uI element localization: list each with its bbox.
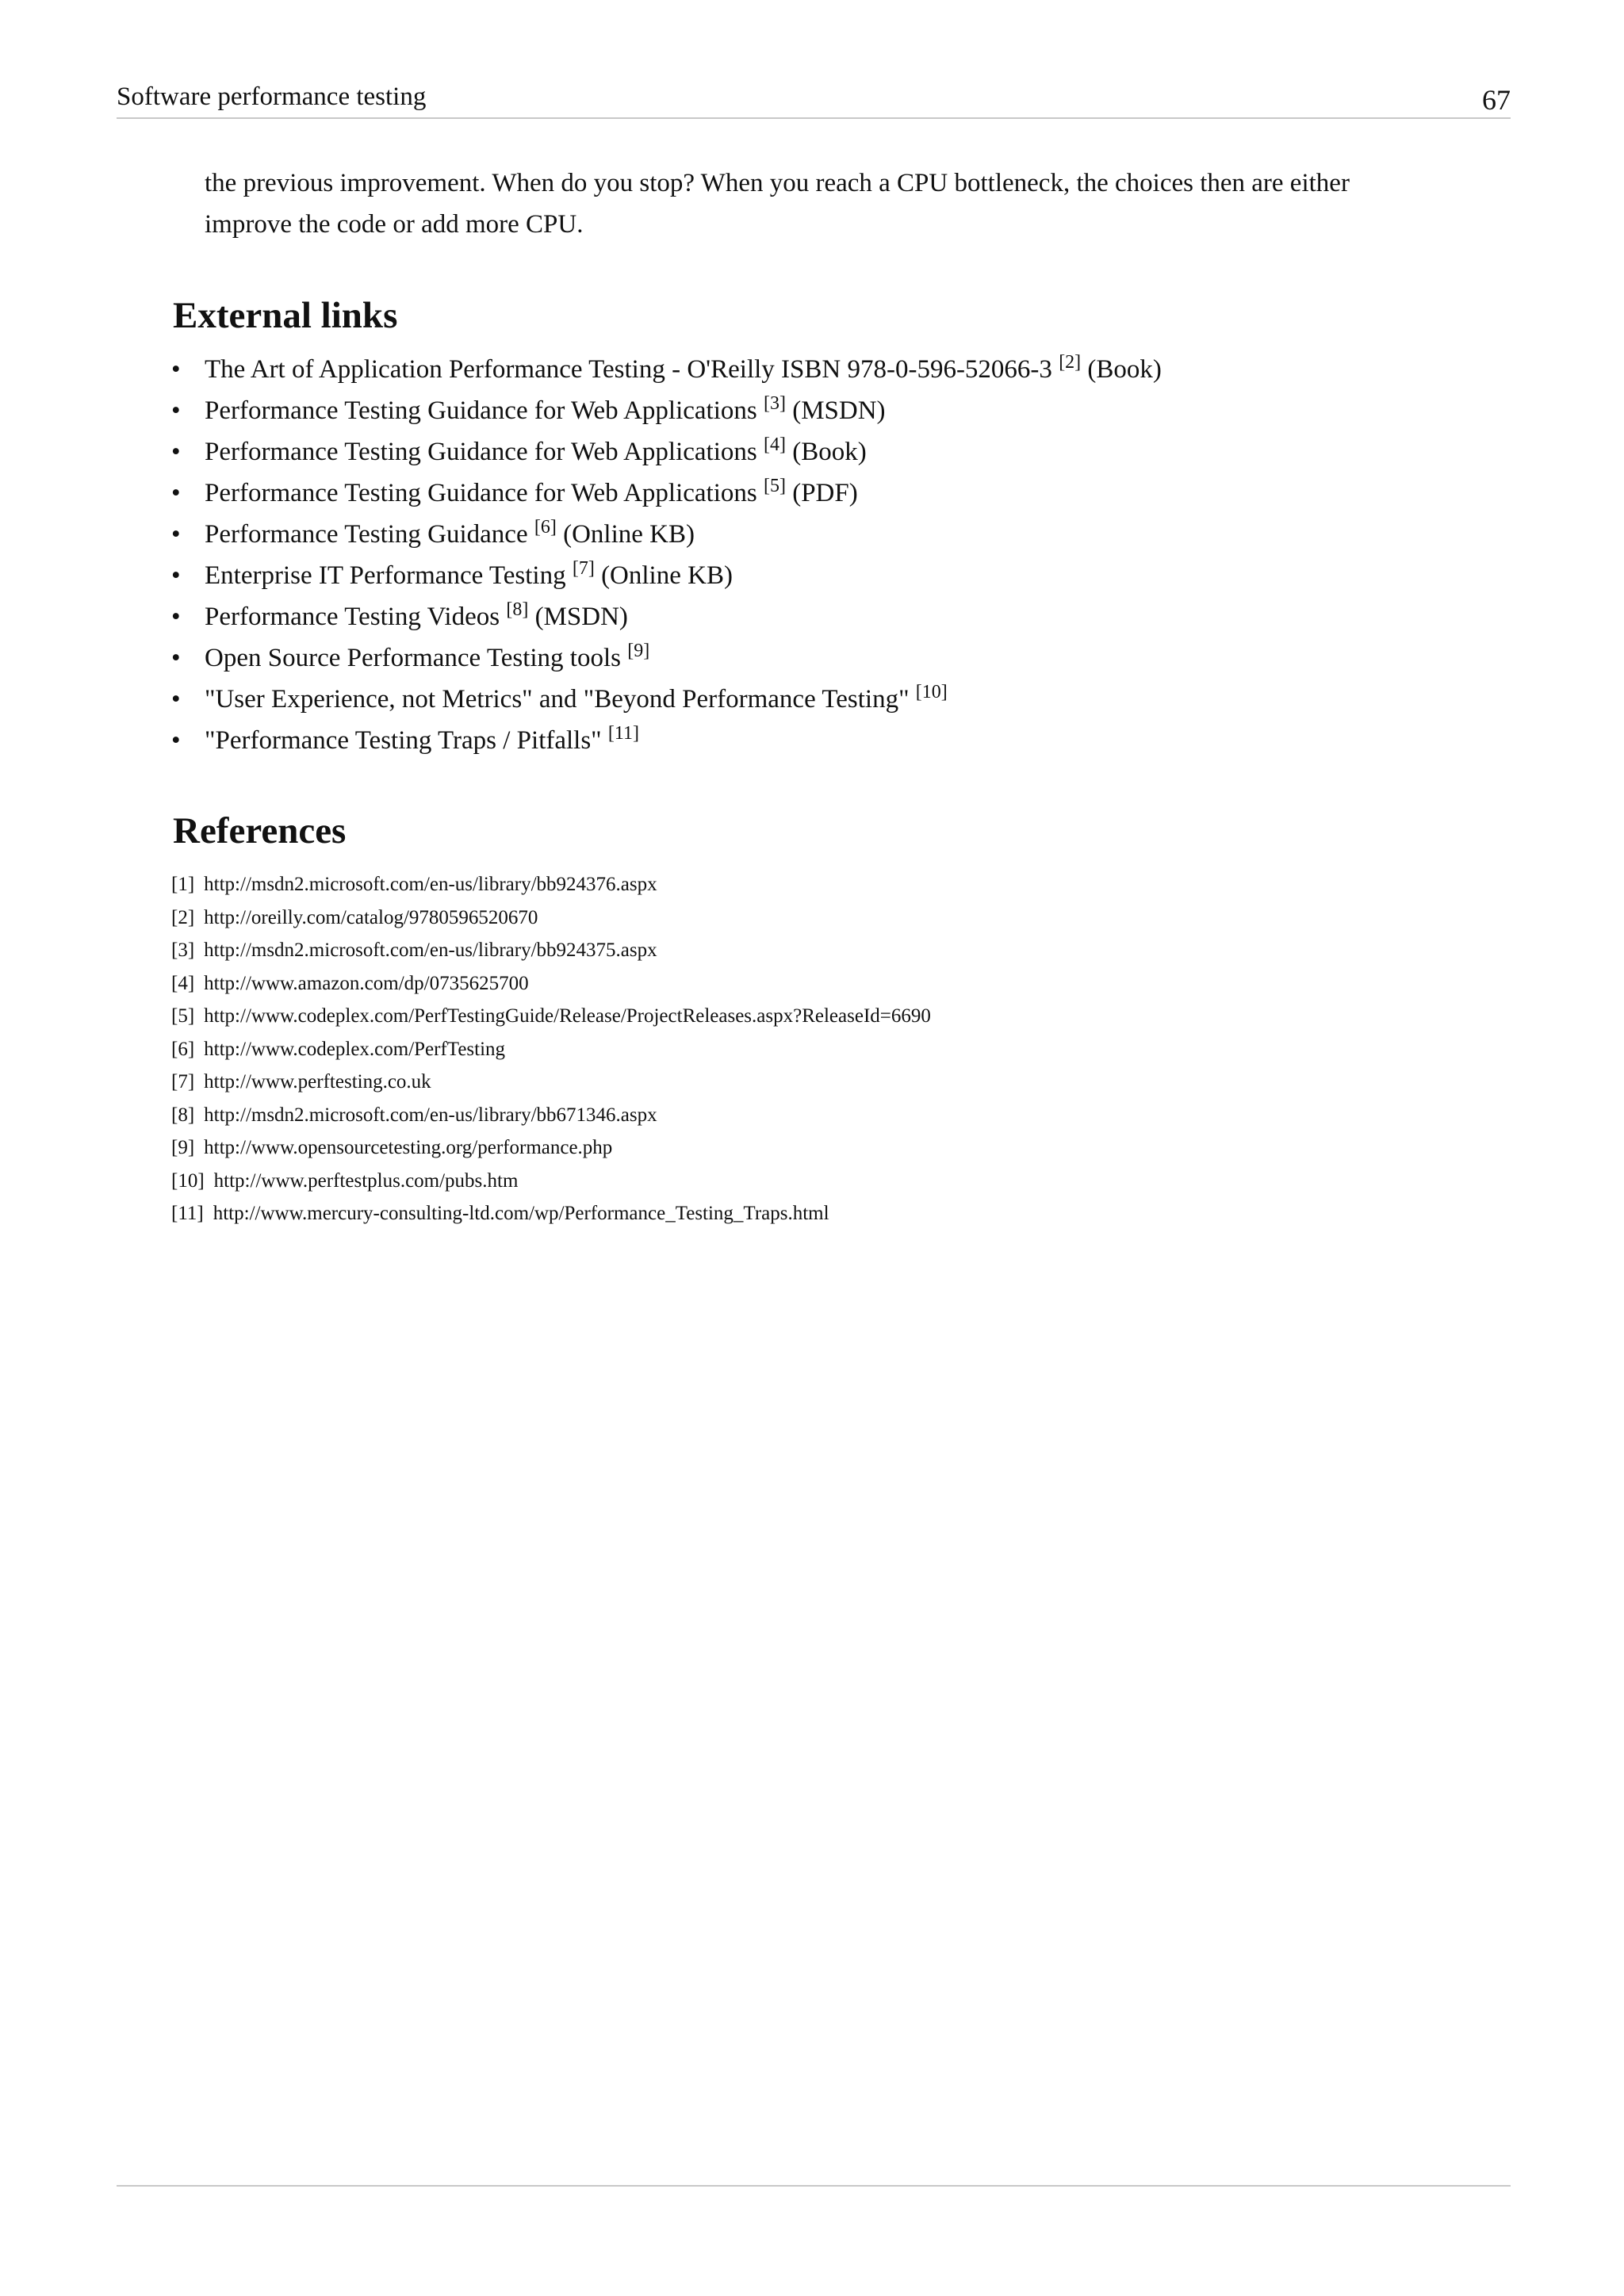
external-link-item: [171, 431, 1480, 473]
reference-url[interactable]: http://msdn2.microsoft.com/en-us/library/bb924376.aspx: [204, 874, 657, 895]
citation-ref[interactable]: [6]: [534, 517, 557, 538]
external-link-item: [171, 596, 1480, 637]
reference-number: [3]: [171, 939, 195, 961]
reference-number: [11]: [171, 1203, 204, 1224]
external-link-item: [171, 637, 1480, 679]
external-link[interactable]: "Performance Testing Traps / Pitfalls": [205, 726, 602, 755]
reference-number: [1]: [171, 874, 195, 895]
references-list: [171, 868, 1480, 1230]
citation-ref[interactable]: [7]: [572, 558, 595, 579]
reference-url[interactable]: http://www.codeplex.com/PerfTestingGuide/Release/ProjectReleases.aspx?ReleaseId=6690: [204, 1005, 931, 1027]
references-heading: References: [173, 810, 347, 851]
intro-paragraph: [205, 163, 1457, 245]
reference-item: [171, 1131, 1480, 1165]
citation-ref[interactable]: [11]: [607, 723, 639, 744]
reference-item: [171, 1000, 1480, 1033]
link-type: (Book): [1087, 355, 1162, 384]
reference-url[interactable]: http://www.codeplex.com/PerfTesting: [204, 1038, 506, 1060]
bullet: •: [171, 355, 181, 384]
bullet: •: [171, 726, 181, 755]
page-number: 67: [1482, 84, 1511, 116]
external-link[interactable]: "User Experience, not Metrics" and "Beyond Performance Testing": [205, 685, 910, 714]
bullet: •: [171, 603, 181, 631]
citation-ref[interactable]: [9]: [627, 641, 650, 661]
citation-ref[interactable]: [8]: [506, 599, 529, 620]
reference-url[interactable]: http://www.opensourcetesting.org/performance.php: [204, 1137, 613, 1158]
reference-number: [7]: [171, 1071, 195, 1093]
footer-divider: [117, 2185, 1511, 2187]
reference-number: [9]: [171, 1137, 195, 1158]
bullet: •: [171, 520, 181, 549]
citation-ref[interactable]: [5]: [763, 476, 786, 496]
external-link-item: [171, 473, 1480, 514]
link-type: (Book): [792, 438, 867, 466]
external-link-item: [171, 349, 1480, 390]
reference-item: [171, 1099, 1480, 1132]
external-links-heading: External links: [173, 295, 398, 336]
reference-number: [2]: [171, 906, 195, 928]
reference-number: [10]: [171, 1169, 205, 1192]
reference-url[interactable]: http://www.mercury-consulting-ltd.com/wp/Performance_Testing_Traps.html: [213, 1203, 829, 1224]
bullet: •: [171, 396, 181, 425]
reference-item: [171, 868, 1480, 901]
external-link-item: [171, 514, 1480, 555]
reference-url[interactable]: http://msdn2.microsoft.com/en-us/library/bb924375.aspx: [204, 939, 657, 961]
link-type: (PDF): [792, 479, 858, 507]
reference-url[interactable]: http://oreilly.com/catalog/9780596520670: [204, 906, 538, 928]
external-link[interactable]: Performance Testing Guidance for Web Applications: [205, 438, 757, 466]
running-title: Software performance testing: [117, 82, 427, 111]
reference-number: [6]: [171, 1038, 195, 1060]
reference-number: [4]: [171, 972, 195, 994]
citation-ref[interactable]: [10]: [915, 682, 948, 702]
reference-item: [171, 1033, 1480, 1066]
reference-url[interactable]: http://msdn2.microsoft.com/en-us/library/bb671346.aspx: [204, 1104, 657, 1126]
bullet: •: [171, 438, 181, 466]
external-link-item: [171, 390, 1480, 431]
reference-item: [171, 1197, 1480, 1230]
intro-line-1: the previous improvement. When do you stop? When you reach a CPU bottleneck, the choices then are either: [205, 169, 1350, 197]
reference-url[interactable]: http://www.perftesting.co.uk: [204, 1071, 431, 1093]
reference-url[interactable]: http://www.amazon.com/dp/0735625700: [204, 972, 529, 994]
external-link-item: [171, 555, 1480, 596]
external-link-item: [171, 720, 1480, 761]
link-type: (Online KB): [563, 520, 695, 549]
external-link[interactable]: Performance Testing Guidance for Web Applications: [205, 396, 757, 425]
external-link[interactable]: The Art of Application Performance Testing - O'Reilly ISBN 978-0-596-52066-3: [205, 355, 1052, 384]
reference-number: [5]: [171, 1005, 195, 1027]
external-link[interactable]: Performance Testing Guidance: [205, 520, 528, 549]
reference-item: [171, 1066, 1480, 1099]
citation-ref[interactable]: [2]: [1059, 352, 1082, 373]
external-links-list: [171, 349, 1480, 761]
external-link[interactable]: Performance Testing Videos: [205, 603, 500, 631]
reference-item: [171, 967, 1480, 1001]
link-type: (MSDN): [534, 603, 628, 631]
page-header: [117, 76, 1511, 119]
reference-item: [171, 901, 1480, 935]
reference-item: [171, 934, 1480, 967]
external-link[interactable]: Open Source Performance Testing tools: [205, 644, 621, 672]
external-link[interactable]: Performance Testing Guidance for Web Applications: [205, 479, 757, 507]
external-link[interactable]: Enterprise IT Performance Testing: [205, 561, 566, 590]
external-link-item: [171, 679, 1480, 720]
reference-number: [8]: [171, 1104, 195, 1126]
bullet: •: [171, 685, 181, 714]
link-type: (Online KB): [601, 561, 733, 590]
reference-item: [171, 1165, 1480, 1198]
intro-line-2: improve the code or add more CPU.: [205, 210, 584, 239]
citation-ref[interactable]: [4]: [763, 434, 786, 455]
reference-url[interactable]: http://www.perftestplus.com/pubs.htm: [213, 1169, 519, 1192]
bullet: •: [171, 644, 181, 672]
bullet: •: [171, 479, 181, 507]
link-type: (MSDN): [792, 396, 886, 425]
citation-ref[interactable]: [3]: [763, 393, 786, 414]
bullet: •: [171, 561, 181, 590]
